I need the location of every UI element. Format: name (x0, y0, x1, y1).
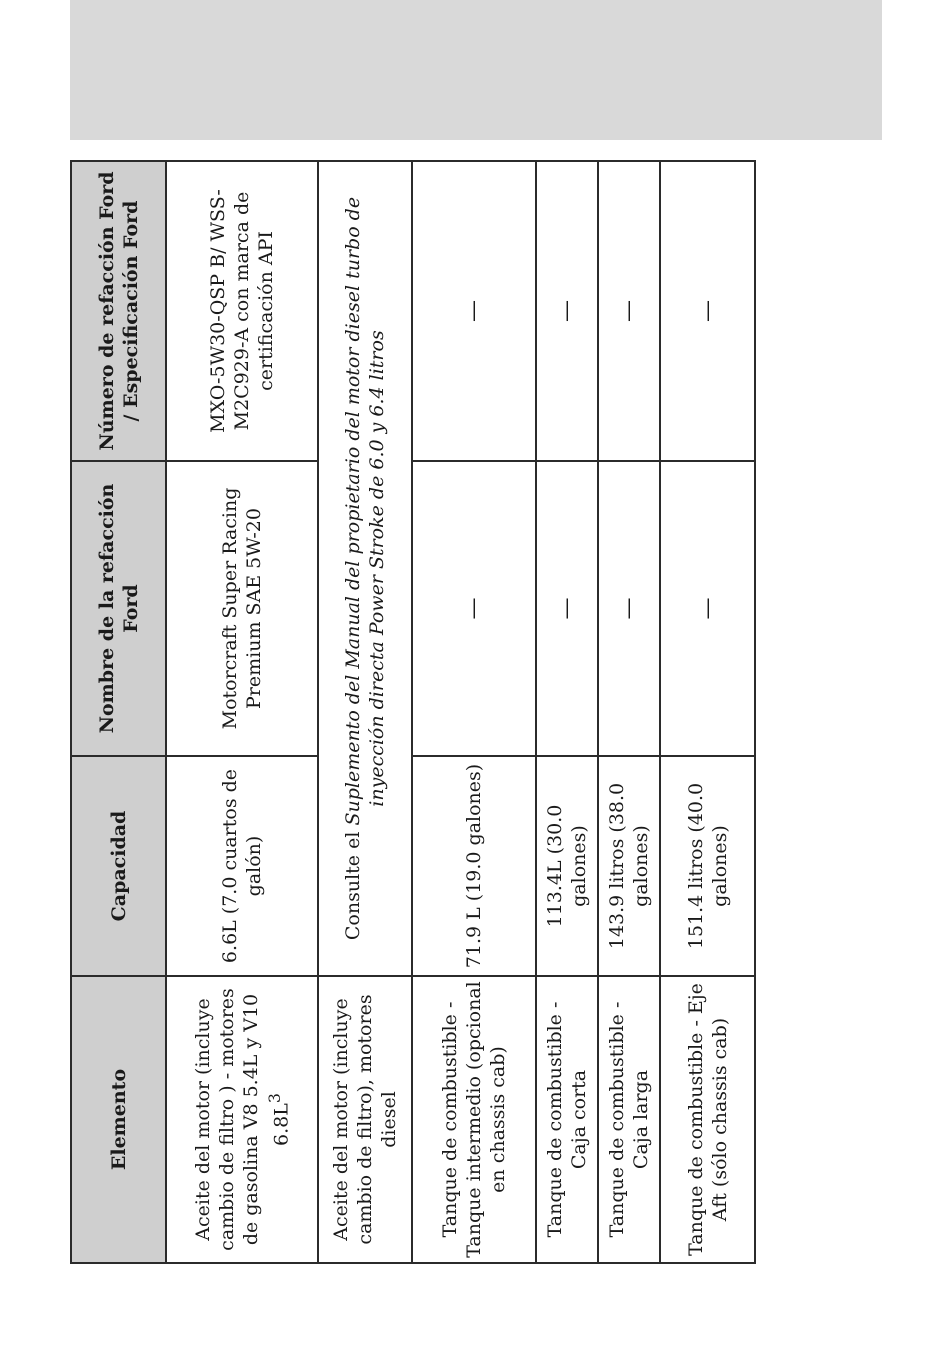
cell-numero: — (412, 161, 536, 461)
table-row (598, 161, 660, 1263)
table-row (660, 161, 755, 1263)
cell-numero: — (660, 161, 755, 461)
cell-elemento: Tanque de combustible - Caja larga (598, 976, 660, 1263)
rotated-table-area (70, 162, 754, 1264)
cell-elemento: Tanque de combustible - Caja corta (536, 976, 598, 1263)
cell-capacidad: 6.6L (7.0 cuartos de galón) (166, 756, 318, 976)
header-elemento: Elemento (71, 976, 166, 1263)
fluid-capacities-table (70, 160, 756, 1264)
header-nombre: Nombre de la refacción Ford (71, 461, 166, 756)
cell-numero: — (598, 161, 660, 461)
cell-elemento: Tanque de combustible - Tanque intermedio (opcional en chassis cab) (412, 976, 536, 1263)
cell-nombre: — (536, 461, 598, 756)
table-row (318, 161, 412, 1263)
cell-capacidad: 151.4 litros (40.0 galones) (660, 756, 755, 976)
cell-elemento-text: Aceite del motor (incluye cambio de filtro ) - motores de gasolina V8 5.4L y V10 6.8L (191, 988, 293, 1251)
cell-capacidad: 143.9 litros (38.0 galones) (598, 756, 660, 976)
cell-capacidad: 113.4L (30.0 galones) (536, 756, 598, 976)
note-prefix: Consulte el (342, 825, 364, 941)
page-header-band (70, 0, 882, 140)
cell-elemento: Aceite del motor (incluye cambio de filtro), motores diesel (318, 976, 412, 1263)
table-header-row (71, 161, 166, 1263)
note-manual-reference: Suplemento del Manual del propietario del motor diesel turbo de inyección directa Power Stroke de 6.0 y 6.4 litros (342, 196, 388, 826)
cell-nombre: — (598, 461, 660, 756)
table-row (412, 161, 536, 1263)
header-capacidad: Capacidad (71, 756, 166, 976)
cell-nombre: — (412, 461, 536, 756)
cell-nombre: Motorcraft Super Racing Premium SAE 5W-20 (166, 461, 318, 756)
cell-numero: MXO-5W30-QSP B/ WSS-M2C929-A con marca de certificación API (166, 161, 318, 461)
cell-elemento (166, 976, 318, 1263)
header-numero: Número de refacción Ford / Especificación Ford (71, 161, 166, 461)
cell-capacidad: 71.9 L (19.0 galones) (412, 756, 536, 976)
cell-diesel-note (318, 161, 412, 976)
cell-nombre: — (660, 461, 755, 756)
table-row (166, 161, 318, 1263)
footnote-marker: 3 (264, 1093, 284, 1104)
table-row (536, 161, 598, 1263)
table-wrapper (70, 162, 754, 1264)
cell-elemento: Tanque de combustible - Eje Aft (sólo chassis cab) (660, 976, 755, 1263)
cell-numero: — (536, 161, 598, 461)
